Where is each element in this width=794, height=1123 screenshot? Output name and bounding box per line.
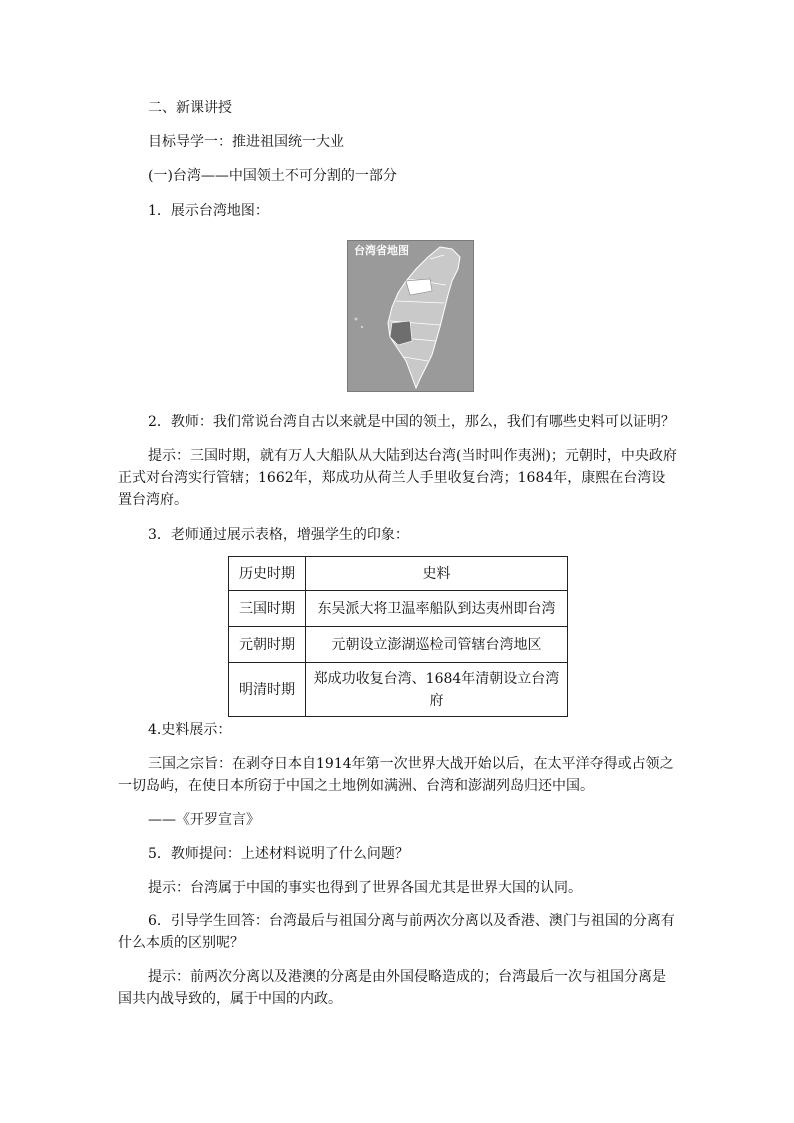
heading: 二、新课讲授 [148, 100, 232, 116]
hint-1: 提示：三国时期，就有万人大船队从大陆到达台湾(当时叫作夷洲)；元朝时，中央政府正式对台湾实行管辖；1662年，郑成功从荷兰人手里收复台湾；1684年，康熙在台湾设置台湾府。 [118, 448, 677, 508]
item-2: 2．教师：我们常说台湾自古以来就是中国的领土，那么，我们有哪些史料可以证明？ [148, 414, 675, 430]
map-title: 台湾省地图 [354, 244, 409, 257]
item-1: 1．展示台湾地图： [148, 203, 269, 219]
hint-2: 提示：台湾属于中国的事实也得到了世界各国尤其是世界大国的认同。 [148, 880, 582, 896]
item-4: 4.史料展示： [148, 722, 232, 738]
goal-title: 目标导学一：推进祖国统一大业 [148, 134, 344, 150]
table-row [229, 591, 568, 627]
table-cell-period: 明清时期 [229, 663, 306, 717]
table-cell-source: 元朝设立澎湖巡检司管辖台湾地区 [306, 627, 568, 663]
taiwan-map-icon [348, 241, 473, 391]
item-5: 5．教师提问：上述材料说明了什么问题？ [148, 846, 409, 862]
table-cell-period: 元朝时期 [229, 627, 306, 663]
table-header-period: 历史时期 [229, 557, 306, 591]
table-header-row [229, 557, 568, 591]
item-3: 3．老师通过展示表格，增强学生的印象： [148, 527, 409, 543]
taiwan-map-image [347, 240, 474, 392]
table-row [229, 627, 568, 663]
table-cell-period: 三国时期 [229, 591, 306, 627]
table-cell-source: 东吴派大将卫温率船队到达夷州即台湾 [306, 591, 568, 627]
quote-source: ——《开罗宣言》 [148, 812, 260, 828]
item-6: 6．引导学生回答：台湾最后与祖国分离与前两次分离以及香港、澳门与祖国的分离有什么本质的区别呢？ [118, 913, 675, 951]
hint-3: 提示：前两次分离以及港澳的分离是由外国侵略造成的；台湾最后一次与祖国分离是国共内战导致的，属于中国的内政。 [118, 969, 666, 1007]
quote-text: 三国之宗旨：在剥夺日本自1914年第一次世界大战开始以后，在太平洋夺得或占领之一切岛屿，在使日本所窃于中国之土地例如满洲、台湾和澎湖列岛归还中国。 [118, 756, 674, 794]
table-header-source: 史料 [306, 557, 568, 591]
table-row [229, 663, 568, 717]
table-cell-source: 郑成功收复台湾、1684年清朝设立台湾府 [306, 663, 568, 717]
section-title: (一)台湾——中国领土不可分割的一部分 [148, 168, 397, 184]
history-table [228, 556, 568, 717]
